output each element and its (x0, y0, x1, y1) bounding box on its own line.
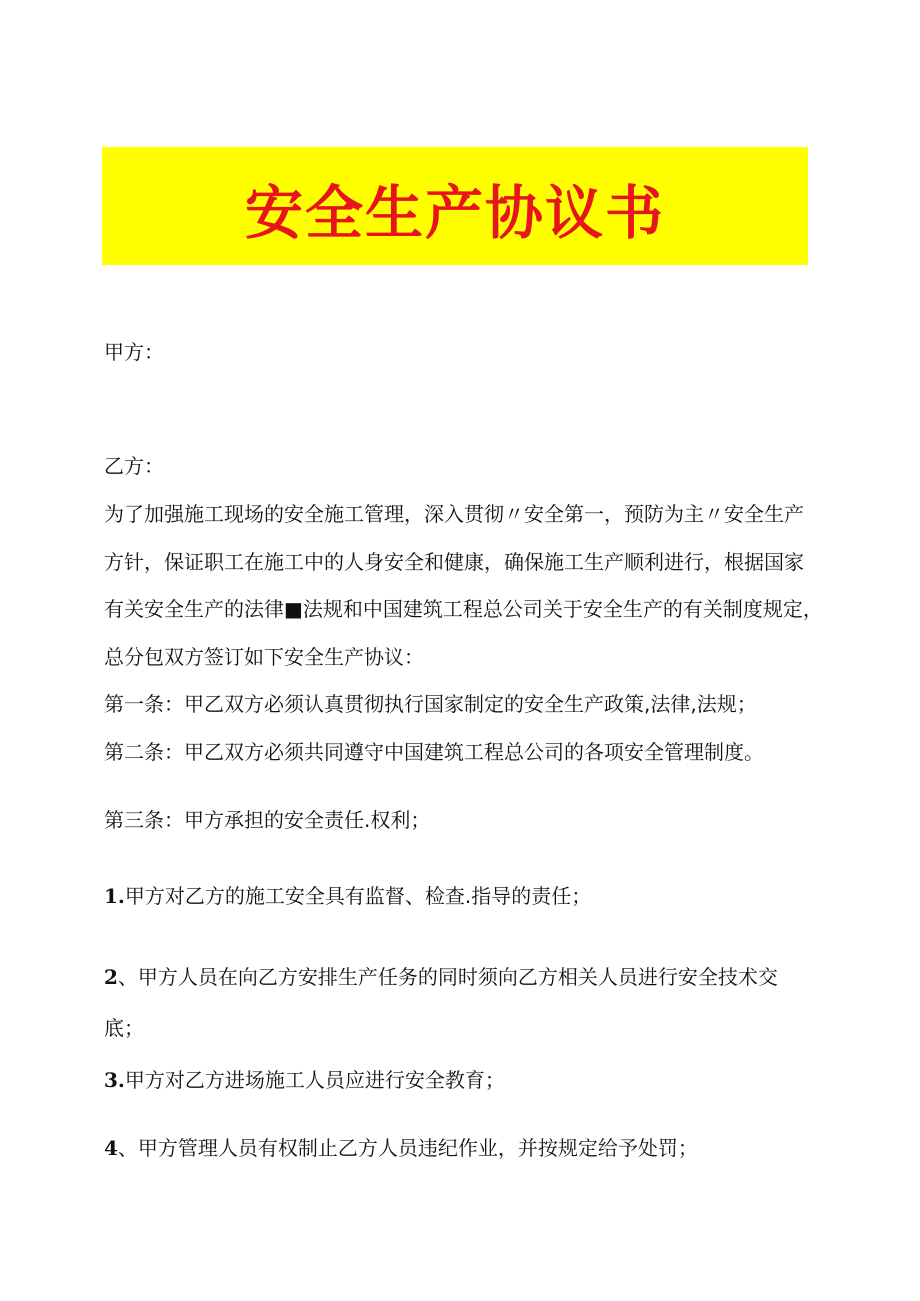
intro-line-3: 有关安全生产的法律■法规和中国建筑工程总公司关于安全生产的有关制度规定， (104, 597, 823, 621)
article-3: 第三条：甲方承担的安全责任.权利； (104, 808, 431, 832)
list-item-number: 4 (104, 1136, 118, 1160)
list-item-number: 2 (104, 965, 118, 989)
list-item-text: 甲方对乙方的施工安全具有监督、检查.指导的责任； (124, 884, 592, 908)
list-item-text: 、甲方管理人员有权制止乙方人员违纪作业，并按规定给予处罚； (117, 1136, 698, 1160)
party-a-label: 甲方： (104, 340, 164, 364)
list-item-1 (104, 882, 591, 910)
intro-line-4: 总分包双方签订如下安全生产协议： (104, 645, 424, 669)
document-title: 安全生产协议书 (244, 179, 665, 247)
list-item-2-continuation: 底； (104, 1016, 144, 1040)
party-b-label: 乙方： (104, 454, 164, 478)
list-item-number: 1. (104, 884, 125, 908)
list-item-3 (104, 1066, 505, 1094)
intro-line-1: 为了加强施工现场的安全施工管理，深入贯彻〃安全第一，预防为主〃安全生产 (104, 502, 804, 526)
intro-line-2: 方针，保证职工在施工中的人身安全和健康，确保施工生产顺利进行，根据国家 (104, 550, 804, 574)
article-1: 第一条：甲乙双方必须认真贯彻执行国家制定的安全生产政策,法律,法规； (104, 692, 757, 716)
article-2: 第二条：甲乙双方必须共同遵守中国建筑工程总公司的各项安全管理制度。 (104, 740, 764, 764)
title-banner (102, 147, 808, 265)
list-item-4 (104, 1134, 698, 1162)
list-item-2 (104, 963, 778, 991)
list-item-text: 、甲方人员在向乙方安排生产任务的同时须向乙方相关人员进行安全技术交 (117, 965, 778, 989)
list-item-number: 3. (104, 1068, 125, 1092)
list-item-text: 甲方对乙方进场施工人员应进行安全教育； (124, 1068, 505, 1092)
